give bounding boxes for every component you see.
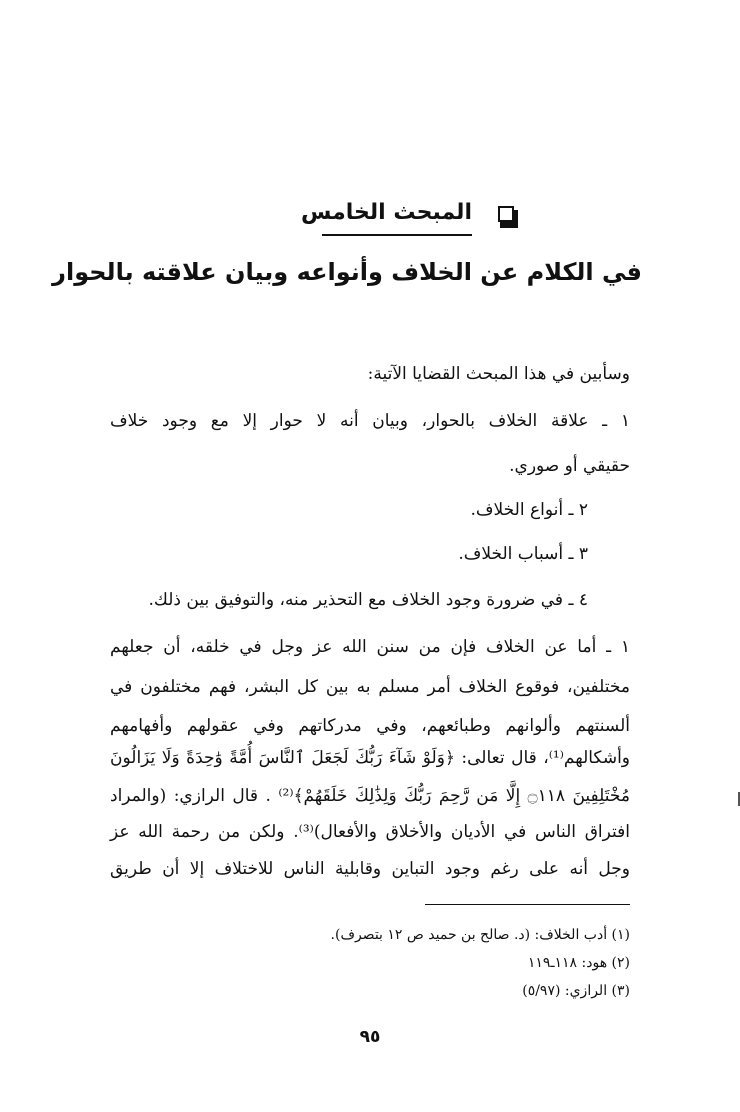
- paragraph-line: مُخْتَلِفِينَ ۝١١٨ إِلَّا مَن رَّحِمَ رَبُّكَ وَلِذَٰلِكَ خَلَقَهُمْ﴾⁽²⁾ . قال الرازي: (والمراد: [110, 786, 630, 806]
- section-title-underline: [322, 234, 472, 236]
- intro-text: وسأبين في هذا المبحث القضايا الآتية:: [367, 364, 630, 384]
- list-item-2: ٢ ـ أنواع الخلاف.: [470, 500, 588, 520]
- list-item-3: ٣ ـ أسباب الخلاف.: [458, 544, 588, 564]
- footnote-2: (٢) هود: ١١٨ـ١١٩: [527, 955, 630, 971]
- section-title: المبحث الخامس: [301, 200, 472, 225]
- footnote-3: (٣) الرازي: (٥/٩٧): [522, 983, 630, 999]
- paragraph-line: ألسنتهم وألوانهم وطبائعهم، وفي مدركاتهم وفي عقولهم وأفهامهم: [110, 716, 630, 736]
- paragraph-line: وجل أنه على رغم وجود التباين وقابلية الناس للاختلاف إلا أن طريق: [110, 859, 630, 879]
- page-number: ٩٥: [359, 1027, 381, 1047]
- paragraph-line: ١ ـ أما عن الخلاف فإن من سنن الله عز وجل في خلقه، أن جعلهم: [110, 637, 630, 657]
- list-item-1: ١ ـ علاقة الخلاف بالحوار، وبيان أنه لا حوار إلا مع وجود خلاف: [110, 411, 630, 431]
- paragraph-line: افتراق الناس في الأديان والأخلاق والأفعال)⁽³⁾. ولكن من رحمة الله عز: [110, 822, 630, 842]
- paragraph-line: مختلفين، فوقوع الخلاف أمر مسلم به بين كل البشر، فهم مختلفون في: [110, 677, 630, 697]
- chapter-title: في الكلام عن الخلاف وأنواعه وبيان علاقته بالحوار: [52, 258, 642, 286]
- footnote-divider: [425, 904, 630, 905]
- list-item-1-continued: حقيقي أو صوري.: [509, 456, 630, 476]
- list-item-4: ٤ ـ في ضرورة وجود الخلاف مع التحذير منه، والتوفيق بين ذلك.: [148, 590, 588, 610]
- section-heading: [218, 196, 518, 246]
- footnote-1: (١) أدب الخلاف: (د. صالح بن حميد ص ١٢ بتصرف).: [330, 927, 630, 943]
- paragraph-line: وأشكالهم⁽¹⁾، قال تعالى: ﴿وَلَوْ شَآءَ رَبُّكَ لَجَعَلَ ٱلنَّاسَ أُمَّةً وَٰحِدَةً وَلَا يَزَالُونَ: [110, 748, 630, 768]
- square-bullet-icon: [496, 206, 518, 228]
